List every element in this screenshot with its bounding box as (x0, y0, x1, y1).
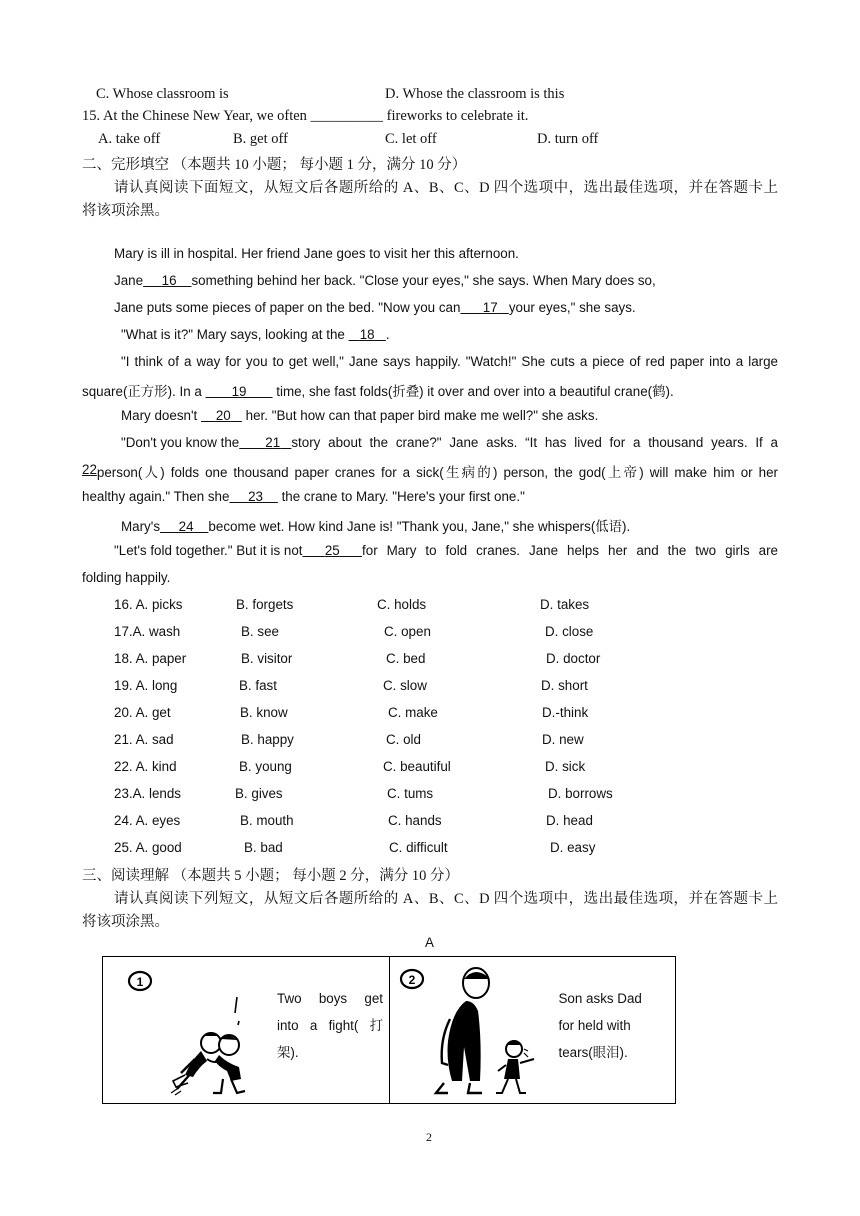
q15-stem: 15. At the Chinese New Year, we often __________ fireworks to celebrate it. (82, 108, 529, 124)
cloze-option-20-c: C. make (388, 705, 438, 720)
passage-line-6 (82, 381, 674, 400)
cloze-option-18-c: C. bed (386, 651, 426, 666)
cloze-option-20-d: D.-think (542, 705, 589, 720)
passage-line-4 (121, 327, 390, 342)
passage-text: . (385, 327, 390, 342)
father-and-son-illustration (396, 961, 556, 1105)
cloze-option-19-b: B. fast (239, 678, 277, 693)
caption-line: tears(眼泪). (558, 1045, 628, 1060)
cloze-option-19-a: 19. A. long (114, 678, 178, 693)
passage-text: your eyes," she says. (508, 300, 636, 315)
passage-text: her. "But how can that paper bird make me well?" she asks. (241, 408, 599, 423)
passage-line-10 (82, 489, 525, 504)
picture-cell-1 (103, 957, 390, 1104)
cloze-option-16-c: C. holds (377, 597, 427, 612)
passage-text: Jane puts some pieces of paper on the bed. "Now you can (114, 300, 461, 315)
section3-instruction-line1: 请认真阅读下列短文，从短文后各题所给的 A、B、C、D 四个选项中，选出最佳选项，并在答题卡上 (114, 891, 778, 907)
passage-text: "What is it?" Mary says, looking at the (121, 327, 349, 342)
fighting-boys-illustration (123, 963, 293, 1103)
cloze-option-21-a: 21. A. sad (114, 732, 174, 747)
section2-instruction-line2: 将该项涂黑。 (82, 203, 169, 219)
passage-text: Jane (114, 273, 144, 288)
cloze-option-17-d: D. close (545, 624, 594, 639)
picture-1-caption (277, 985, 383, 1066)
passage-text: the crane to Mary. "Here's your first one." (277, 489, 525, 504)
passage-text: Mary's (121, 519, 161, 534)
blank-17: 17 (482, 300, 498, 315)
blank-19: 19 (231, 384, 247, 399)
blank-23: 23 (248, 489, 263, 504)
q14-option-d: D. Whose the classroom is this (385, 86, 565, 102)
cloze-option-23-c: C. tums (387, 786, 434, 801)
blank-21: 21 (265, 435, 281, 450)
cloze-option-18-b: B. visitor (241, 651, 293, 666)
caption-line: for held with (558, 1018, 631, 1033)
cloze-option-16-b: B. forgets (236, 597, 294, 612)
passage-text: Mary doesn't (121, 408, 201, 423)
passage-line-13: folding happily. (82, 570, 171, 585)
blank-25: 25 (324, 543, 340, 558)
cloze-option-24-a: 24. A. eyes (114, 813, 181, 828)
passage-line-12 (114, 543, 778, 558)
passage-text: healthy again." Then she (82, 489, 230, 504)
passage-text: become wet. How kind Jane is! "Thank you, Jane," she whispers(低语). (208, 519, 631, 534)
page-number: 2 (426, 1130, 432, 1144)
q15-option-b: B. get off (233, 131, 288, 147)
section2-heading: 二、完形填空 （本题共 10 小题； 每小题 1 分，满分 10 分） (82, 157, 467, 173)
passage-line-1: Mary is ill in hospital. Her friend Jane goes to visit her this afternoon. (114, 246, 519, 261)
cloze-option-20-b: B. know (240, 705, 288, 720)
section2-instruction-line1: 请认真阅读下面短文，从短文后各题所给的 A、B、C、D 四个选项中，选出最佳选项，并在答题卡上 (114, 180, 778, 196)
cloze-option-24-c: C. hands (388, 813, 442, 828)
cloze-option-22-c: C. beautiful (383, 759, 451, 774)
passage-text: "Don't you know the (121, 435, 240, 450)
picture-story-table (102, 956, 676, 1104)
passage-text: something behind her back. "Close your eyes," she says. When Mary does so, (191, 273, 656, 288)
cloze-option-25-b: B. bad (244, 840, 283, 855)
caption-line: Two boys get (277, 991, 383, 1006)
picture-number-2: 2 (408, 973, 415, 987)
cloze-option-17-a: 17.A. wash (114, 624, 181, 639)
section3-heading: 三、阅读理解 （本题共 5 小题； 每小题 2 分，满分 10 分） (82, 868, 459, 884)
q15-option-a: A. take off (98, 131, 161, 147)
cloze-option-20-a: 20. A. get (114, 705, 171, 720)
part-a-label: A (425, 935, 434, 950)
picture-number-1: 1 (136, 975, 144, 989)
passage-text: person(人) folds one thousand paper cranes for a sick(生病的) person, the god(上帝) will make him or her (96, 465, 778, 480)
q15-option-c: C. let off (385, 131, 437, 147)
cloze-option-16-a: 16. A. picks (114, 597, 183, 612)
passage-line-8 (121, 435, 778, 450)
cloze-option-18-d: D. doctor (546, 651, 601, 666)
passage-line-11 (121, 516, 630, 535)
cloze-option-25-d: D. easy (550, 840, 596, 855)
cloze-option-18-a: 18. A. paper (114, 651, 187, 666)
cloze-option-25-a: 25. A. good (114, 840, 182, 855)
cloze-option-24-b: B. mouth (240, 813, 294, 828)
passage-text: square(正方形). In a (82, 384, 206, 399)
cloze-option-24-d: D. head (546, 813, 593, 828)
passage-line-5: "I think of a way for you to get well," Jane says happily. "Watch!" She cuts a piece of red paper into a large (121, 354, 778, 369)
cloze-option-21-d: D. new (542, 732, 584, 747)
cloze-option-16-d: D. takes (540, 597, 590, 612)
cloze-option-23-a: 23.A. lends (114, 786, 181, 801)
passage-line-3 (114, 300, 636, 315)
cloze-option-22-a: 22. A. kind (114, 759, 177, 774)
cloze-option-23-b: B. gives (235, 786, 283, 801)
picture-cell-2 (389, 957, 676, 1104)
picture-2-caption (559, 985, 669, 1066)
cloze-option-21-b: B. happy (241, 732, 294, 747)
cloze-option-22-b: B. young (239, 759, 292, 774)
q15-option-d: D. turn off (537, 131, 599, 147)
cloze-option-19-d: D. short (541, 678, 588, 693)
cloze-option-17-c: C. open (384, 624, 431, 639)
passage-line-7 (121, 408, 598, 423)
blank-20: 20 (215, 408, 231, 423)
caption-line: Son asks Dad (558, 991, 642, 1006)
passage-text: "Let's fold together." But it is not (114, 543, 303, 558)
blank-18: 18 (359, 327, 375, 342)
passage-line-2 (114, 273, 656, 288)
cloze-option-23-d: D. borrows (548, 786, 613, 801)
blank-22: 22 (82, 462, 97, 477)
caption-line: into a fight( 打 (277, 1018, 383, 1033)
q14-option-c: C. Whose classroom is (96, 86, 229, 102)
passage-line-9 (82, 462, 778, 481)
cloze-option-19-c: C. slow (383, 678, 427, 693)
passage-text: story about the crane?" Jane asks. “It has lived for a thousand years. If a (291, 435, 778, 450)
cloze-option-21-c: C. old (386, 732, 421, 747)
caption-line: 架). (277, 1045, 299, 1060)
cloze-option-25-c: C. difficult (389, 840, 448, 855)
cloze-option-17-b: B. see (241, 624, 279, 639)
blank-16: 16 (161, 273, 177, 288)
passage-text: time, she fast folds(折叠) it over and over into a beautiful crane(鹤). (272, 384, 674, 399)
cloze-option-22-d: D. sick (545, 759, 586, 774)
section3-instruction-line2: 将该项涂黑。 (82, 914, 169, 930)
passage-text: for Mary to fold cranes. Jane helps her and the two girls are (362, 543, 778, 558)
blank-24: 24 (178, 519, 194, 534)
